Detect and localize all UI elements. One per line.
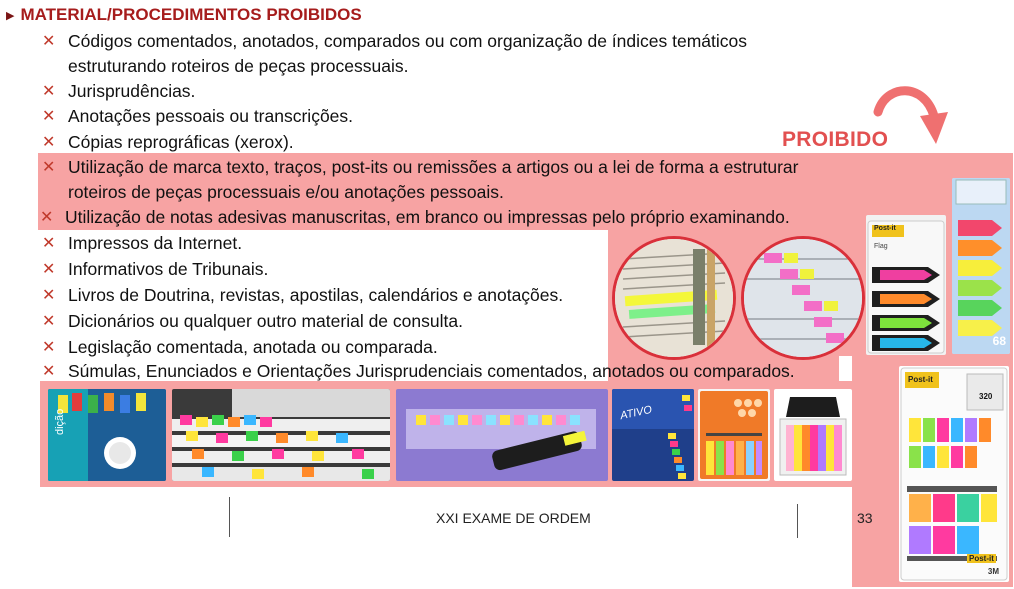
postit-flags-package [866,215,946,355]
section-title-text: MATERIAL/PROCEDIMENTOS PROIBIDOS [20,5,362,24]
page-number: 33 [857,510,873,526]
list-item [42,130,880,155]
cross-icon: ✕ [42,339,56,356]
prohibited-stamp: PROIBIDO [782,128,889,151]
list-item-text: Dicionários ou qualquer outro material de consulta. [68,311,463,331]
postit-dispenser-320 [899,366,1009,582]
section-title [6,3,362,27]
cross-icon: ✕ [42,33,56,50]
list-item-text: Legislação comentada, anotada ou comparada. [68,337,438,357]
stacked-books-tabs-photo [172,389,390,481]
cross-icon: ✕ [40,209,54,226]
list-item [42,29,880,79]
cross-icon: ✕ [42,108,56,125]
cross-icon: ✕ [42,261,56,278]
pack-count-68: 68 [992,334,1006,348]
list-item [42,335,880,360]
list-item-text: Impressos da Internet. [68,233,243,253]
sticky-notes-orange-case-photo [698,389,770,481]
list-item-text: Jurisprudências. [68,81,196,101]
highlighter-photo [612,236,736,360]
list-item [42,79,880,104]
book-colored-tabs-photo [612,389,694,481]
cross-icon: ✕ [42,313,56,330]
cross-icon: ✕ [42,134,56,151]
cross-icon: ✕ [42,159,56,176]
dispenser-count-320: 320 [979,392,993,401]
list-item [42,231,880,256]
flag-pack-68 [952,178,1010,354]
list-item-text: Cópias reprográficas (xerox). [68,132,294,152]
list-item-text: Códigos comentados, anotados, comparados ou com organização de índices temáticos [68,31,748,51]
books-with-tabs-photo [48,389,166,481]
list-item [42,155,880,205]
highlighter-on-book-photo [396,389,608,481]
list-item [42,104,880,129]
list-item-text: Súmulas, Enunciados e Orientações Jurisprudenciais comentados, anotados ou comparados. [68,361,795,381]
footer-divider-right [797,504,798,538]
dispenser-brand-label: Post-it [908,375,933,384]
sticky-notes-black-case-photo [774,389,852,481]
list-item-text: Utilização de marca texto, traços, post-its ou remissões a artigos ou a lei de forma a estruturar [68,157,799,177]
dispenser-postit-lower: Post-it [969,554,994,563]
book-spine-text: dição [54,408,66,435]
list-item-text: Anotações pessoais ou transcrições. [68,106,354,126]
cross-icon: ✕ [42,287,56,304]
book-cover-word: ATIVO [619,403,654,423]
list-item-text-cont: roteiros de peças processuais e/ou anotações pessoais. [68,182,504,202]
cross-icon: ✕ [42,83,56,100]
list-item-text-cont: estruturando roteiros de peças processuais. [68,56,409,76]
list-item-text: Livros de Doutrina, revistas, apostilas, calendários e anotações. [68,285,564,305]
footer-divider-left [229,497,230,537]
list-item [40,205,878,230]
list-item-text: Informativos de Tribunais. [68,259,269,279]
triangle-right-icon: ▶ [6,9,15,22]
dispenser-3m-label: 3M [987,567,999,576]
curved-arrow-icon [872,82,952,154]
tabs-photo [741,236,865,360]
list-item-text: Utilização de notas adesivas manuscritas, em branco ou impressas pelo próprio examinando. [65,207,790,227]
footer-exam-title: XXI EXAME DE ORDEM [436,510,591,526]
list-item [42,359,862,384]
cross-icon: ✕ [42,235,56,252]
postit-brand-label: Post-it [874,225,896,232]
cross-icon: ✕ [42,363,56,380]
flag-label: Flag [874,243,888,250]
